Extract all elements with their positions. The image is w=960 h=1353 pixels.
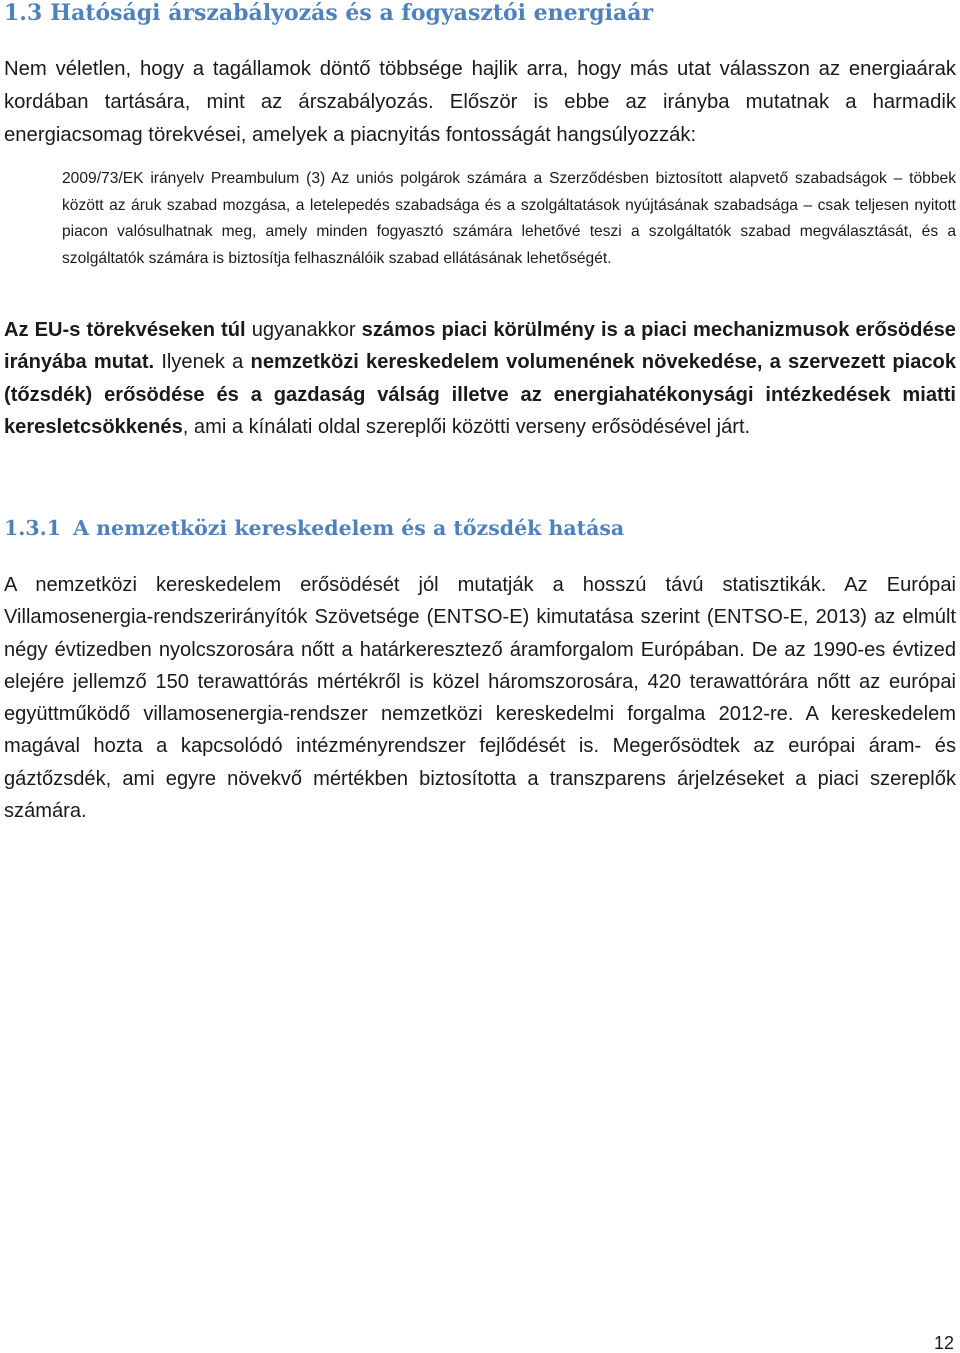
section-title: Hatósági árszabályozás és a fogyasztói energiaár (50, 0, 654, 26)
section-heading (4, 0, 954, 30)
plain-text: , ami a kínálati oldal szereplői közötti verseny erősödésével járt. (182, 415, 751, 438)
body-paragraph: A nemzetközi kereskedelem erősödését jól mutatják a hosszú távú statisztikák. Az Európai Villamosenergia-rendszerirányítók Szövetsége (ENTSO-E) kimutatása szerint (ENTSO-E, 2013) az elmúlt négy évtizedben nyolcszorosára nőtt a határkeresztező áramforgalom Európában. De az 1990-es évtized elejére jellemző 150 terawattórás mértékről is közel háromszorosára, 420 terawattórára nőtt az európai együttműködő villamosenergia-rendszer nemzetközi kereskedelmi forgalma 2012-re. A kereskedelem magával hozta a kapcsolódó intézményrendszer fejlődését is. Megerősödtek az európai áram- és gáztőzsdék, ami egyre növekvő mértékben biztosította a transzparens árjelzéseket a piaci szereplők számára. (4, 574, 956, 823)
emphasis-text: Az EU-s törekvéseken túl (4, 319, 246, 341)
subsection-heading (4, 512, 954, 544)
section-number: 1.3 (4, 0, 43, 26)
emphasis-text: nemzetközi kereskedelem volumenének növekedése, a szervezett piacok (tőzsdék) erősödése és a gazdaság válság illetve az energiahatékonysági intézkedések miatti keresletcsökkenés (4, 351, 956, 438)
intro-paragraph: Nem véletlen, hogy a tagállamok döntő többsége hajlik arra, hogy más utat válasszon az energiaárak kordában tartására, mint az árszabályozás. Először is ebbe az irányba mutatnak a harmadik energiacsomag törekvései, amelyek a piacnyitás fontosságát hangsúlyozzák: (4, 58, 956, 146)
emphasis-paragraph (4, 314, 956, 443)
directive-quote: 2009/73/EK irányelv Preambulum (3) Az uniós polgárok számára a Szerződésben biztosított alapvető szabadságok – többek között az áruk szabad mozgása, a letelepedés szabadsága és a szolgáltatások nyújtásának szabadsága – csak teljesen nyitott piacon valósulhatnak meg, amely minden fogyasztó számára lehetővé teszi a szolgáltatók szabad megválasztását, és a szolgáltatók számára is biztosítja felhasználóik szabad ellátásának lehetőségét. (62, 170, 956, 267)
subsection-title: A nemzetközi kereskedelem és a tőzsdék hatása (73, 516, 625, 540)
page-number: 12 (933, 1333, 954, 1353)
emphasis-text: számos piaci körülmény is a piaci mechanizmusok erősödése irányába mutat. (4, 319, 956, 374)
plain-text: ugyanakkor (245, 319, 362, 341)
subsection-number: 1.3.1 (4, 516, 62, 540)
plain-text: Ilyenek a (154, 351, 251, 374)
